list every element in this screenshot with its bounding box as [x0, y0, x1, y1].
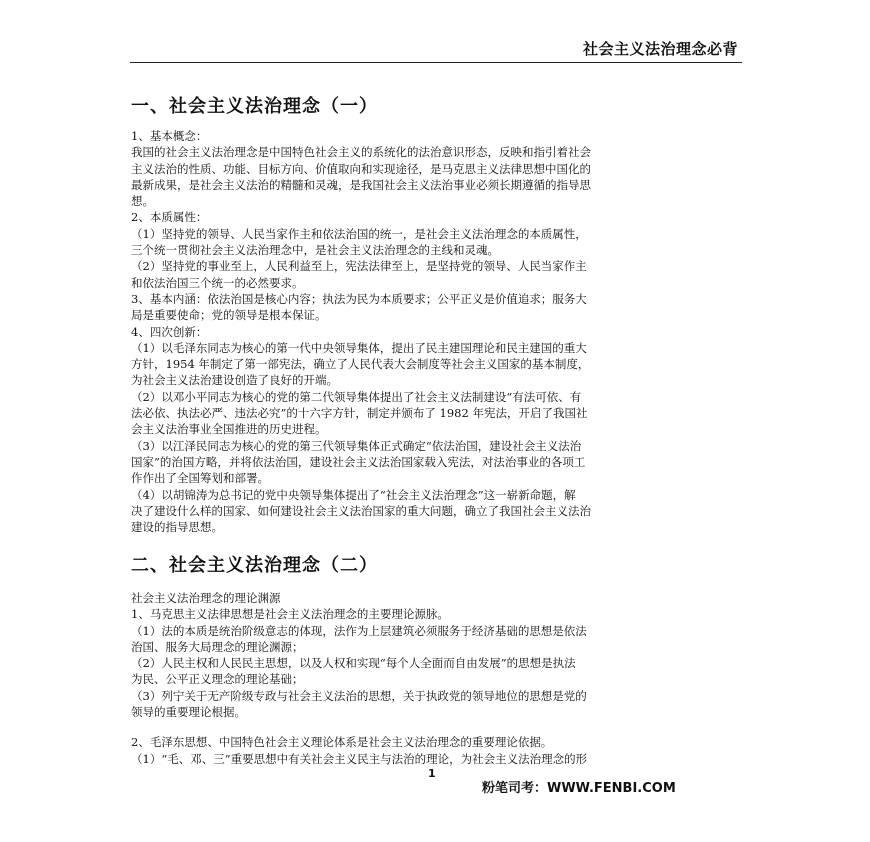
- body-line: （3）以江泽民同志为核心的党的第三代领导集体正式确定“依法治国，建设社会主义法治: [131, 438, 582, 453]
- body-line: 三个统一贯彻社会主义法治理念中，是社会主义法治理念的主线和灵魂。: [131, 243, 499, 258]
- body-line: 和依法治国三个统一的必然要求。: [131, 275, 304, 290]
- body-line: 1、马克思主义法律思想是社会主义法治理念的主要理论源脉。: [131, 607, 449, 622]
- body-line: （2）以邓小平同志为核心的党的第二代领导集体提出了社会主义法制建设“有法可依、有: [131, 389, 582, 404]
- body-line: 2、本质属性：: [131, 210, 208, 225]
- body-line: [131, 720, 743, 734]
- body-line: 治国、服务大局理念的理论渊源；: [131, 639, 304, 654]
- body-line: （1）法的本质是统治阶级意志的体现，法作为上层建筑必须服务于经济基础的思想是依法: [131, 623, 587, 638]
- body-line: （1）“毛、邓、三”重要思想中有关社会主义民主与法治的理论，为社会主义法治理念的形: [131, 751, 588, 766]
- body-line: （2）人民主权和人民民主思想，以及人权和实现“每个人全面而自由发展”的思想是执法: [131, 656, 576, 671]
- body-line: （2）坚持党的事业至上，人民利益至上，宪法法律至上，是坚持党的领导、人民当家作主: [131, 259, 587, 274]
- body-line: 2、毛泽东思想、中国特色社会主义理论体系是社会主义法治理念的重要理论依据。: [131, 735, 553, 750]
- body-line: 领导的重要理论根据。: [131, 705, 246, 720]
- body-line: 会主义法治事业全国推进的历史进程。: [131, 422, 327, 437]
- body-line: 局是重要使命；党的领导是根本保证。: [131, 308, 327, 323]
- body-line: 4、四次创新：: [131, 324, 208, 339]
- body-line: （1）以毛泽东同志为核心的第一代中央领导集体，提出了民主建国理论和民主建国的重大: [131, 340, 587, 355]
- body-line: 1、基本概念：: [131, 129, 208, 143]
- body-line: 建设的指导思想。: [131, 520, 223, 535]
- section-2-heading: 二、社会主义法治理念（二）: [131, 555, 378, 576]
- body-line: 方针，1954 年制定了第一部宪法，确立了人民代表大会制度等社会主义国家的基本制度，: [131, 357, 590, 372]
- body-line: 决了建设什么样的国家、如何建设社会主义法治国家的重大问题，确立了我国社会主义法治: [131, 503, 591, 518]
- body-line: 为社会主义法治建设创造了良好的开端。: [131, 373, 338, 388]
- body-line: 社会主义法治理念的理论渊源: [131, 591, 281, 605]
- body-line: 想。: [131, 194, 154, 209]
- header-title: 社会主义法治理念必背: [582, 40, 738, 58]
- section-2-body: [131, 590, 743, 767]
- footer-brand: 粉笔司考：WWW.FENBI.COM: [482, 781, 676, 796]
- body-line: （4）以胡锦涛为总书记的党中央领导集体提出了“社会主义法治理念”这一崭新命题，解: [131, 487, 576, 502]
- body-line: 为民、公平正义理念的理论基础；: [131, 672, 304, 687]
- header-rule: [130, 62, 742, 63]
- body-line: 最新成果，是社会主义法治的精髓和灵魂，是我国社会主义法治事业必须长期遵循的指导思: [131, 177, 591, 192]
- body-line: 法必依、执法必严、违法必究”的十六字方针，制定并颁布了 1982 年宪法，开启了我国社: [131, 406, 588, 421]
- body-line: （1）坚持党的领导、人民当家作主和依法治国的统一，是社会主义法治理念的本质属性，: [131, 226, 587, 241]
- body-line: 国家”的治国方略，并将依法治国，建设社会主义法治国家载入宪法，对法治事业的各项工: [131, 454, 586, 469]
- body-line: 作作出了全国筹划和部署。: [131, 471, 269, 486]
- section-1-heading: 一、社会主义法治理念（一）: [131, 96, 378, 117]
- body-line: （3）列宁关于无产阶级专政与社会主义法治的思想，关于执政党的领导地位的思想是党的: [131, 688, 587, 703]
- page-number: 1: [428, 767, 436, 780]
- body-line: 主义法治的性质、功能、目标方向、价值取向和实现途径，是马克思主义法律思想中国化的: [131, 161, 591, 176]
- body-line: 我国的社会主义法治理念是中国特色社会主义的系统化的法治意识形态，反映和指引着社会: [131, 145, 591, 160]
- section-1-body: [131, 128, 743, 535]
- body-line: 3、基本内涵：依法治国是核心内容；执法为民为本质要求；公平正义是价值追求；服务大: [131, 291, 587, 306]
